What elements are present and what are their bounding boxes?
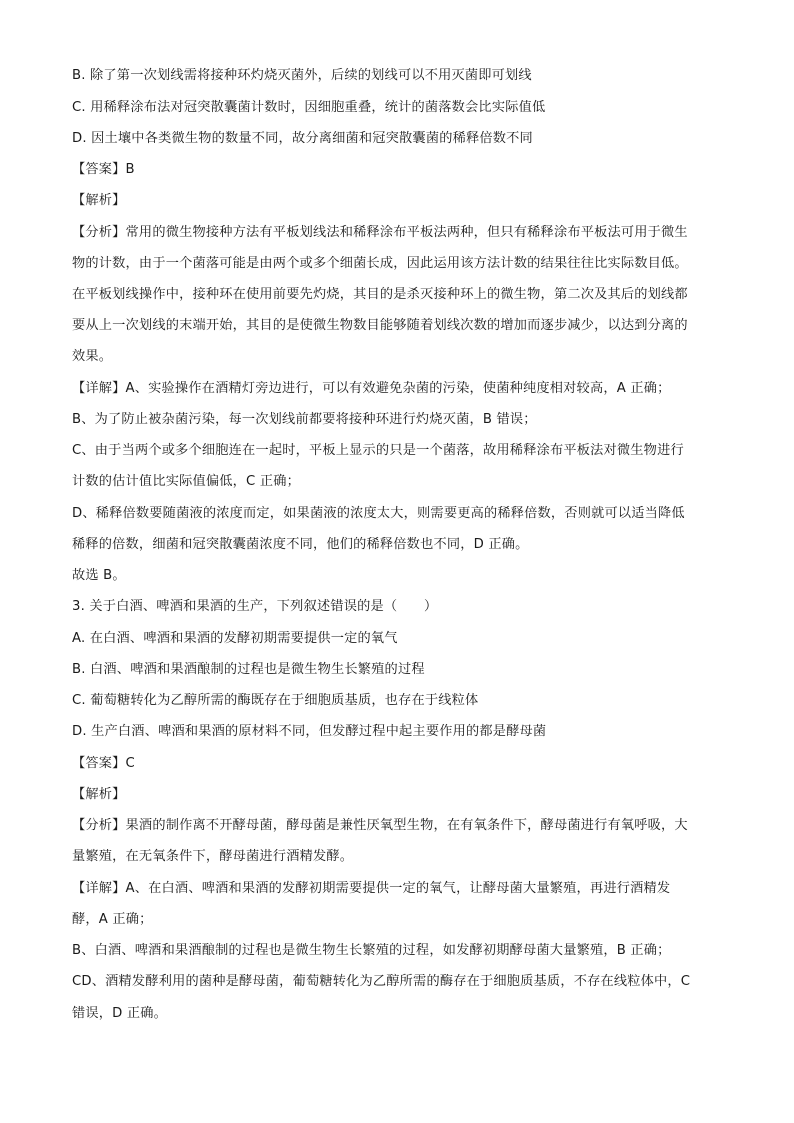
q3-answer: 【答案】C	[72, 756, 135, 771]
q3-option-d: D. 生产白酒、啤酒和果酒的原材料不同，但发酵过程中起主要作用的都是酵母菌	[72, 724, 547, 739]
q2-xiangjie-line: 计数的估计值比实际值偏低，C 正确；	[72, 474, 300, 489]
q3-option-b: B. 白酒、啤酒和果酒酿制的过程也是微生物生长繁殖的过程	[72, 662, 425, 677]
q2-fenxi-line: 效果。	[72, 349, 113, 364]
q2-analysis-heading: 【解析】	[72, 193, 126, 208]
q3-stem: 3. 关于白酒、啤酒和果酒的生产，下列叙述错误的是（ ）	[72, 599, 438, 614]
q3-fenxi-line: 量繁殖，在无氧条件下，酵母菌进行酒精发酵。	[72, 849, 354, 864]
q3-analysis-heading: 【解析】	[72, 787, 126, 802]
q2-fenxi-line: 物的计数，由于一个菌落可能是由两个或多个细菌长成，因此运用该方法计数的结果往往比实际数目低。	[72, 256, 688, 271]
q2-xiangjie-line: B、为了防止被杂菌污染，每一次划线前都要将接种环进行灼烧灭菌，B 错误；	[72, 412, 537, 427]
q2-answer: 【答案】B	[72, 162, 135, 177]
q2-conclusion: 故选 B。	[72, 568, 126, 583]
q2-xiangjie-line: 【详解】A、实验操作在酒精灯旁边进行，可以有效避免杂菌的污染，使菌种纯度相对较高，A 正确；	[72, 381, 671, 396]
q2-fenxi-line: 在平板划线操作中，接种环在使用前要先灼烧，其目的是杀灭接种环上的微生物，第二次及其后的划线都	[72, 287, 688, 302]
q2-option-d: D. 因土壤中各类微生物的数量不同，故分离细菌和冠突散囊菌的稀释倍数不同	[72, 131, 533, 146]
q3-option-a: A. 在白酒、啤酒和果酒的发酵初期需要提供一定的氧气	[72, 631, 398, 646]
q2-xiangjie-line: C、由于当两个或多个细胞连在一起时，平板上显示的只是一个菌落，故用稀释涂布平板法对微生物进行	[72, 443, 684, 458]
q2-xiangjie-line: 稀释的倍数，细菌和冠突散囊菌浓度不同，他们的稀释倍数也不同，D 正确。	[72, 537, 529, 552]
q3-xiangjie-line: 【详解】A、在白酒、啤酒和果酒的发酵初期需要提供一定的氧气，让酵母菌大量繁殖，再进行酒精发	[72, 881, 671, 896]
q2-xiangjie-line: D、稀释倍数要随菌液的浓度而定，如果菌液的浓度太大，则需要更高的稀释倍数，否则就可以适当降低	[72, 506, 685, 521]
q2-fenxi-line: 【分析】常用的微生物接种方法有平板划线法和稀释涂布平板法两种，但只有稀释涂布平板法可用于微生	[72, 225, 688, 240]
q2-option-c: C. 用稀释涂布法对冠突散囊菌计数时，因细胞重叠，统计的菌落数会比实际值低	[72, 100, 546, 115]
q3-xiangjie-line: B、白酒、啤酒和果酒酿制的过程也是微生物生长繁殖的过程，如发酵初期酵母菌大量繁殖，B 正确；	[72, 943, 671, 958]
q2-fenxi-line: 要从上一次划线的末端开始，其目的是使微生物数目能够随着划线次数的增加而逐步减少，以达到分离的	[72, 318, 688, 333]
q3-option-c: C. 葡萄糖转化为乙醇所需的酶既存在于细胞质基质，也存在于线粒体	[72, 693, 479, 708]
q2-option-b: B. 除了第一次划线需将接种环灼烧灭菌外，后续的划线可以不用灭菌即可划线	[72, 68, 532, 83]
q3-xiangjie-line: CD、酒精发酵利用的菌种是酵母菌，葡萄糖转化为乙醇所需的酶存在于细胞质基质，不存在线粒体中，C	[72, 974, 691, 989]
q3-xiangjie-line: 错误，D 正确。	[72, 1006, 168, 1021]
q3-fenxi-line: 【分析】果酒的制作离不开酵母菌，酵母菌是兼性厌氧型生物，在有氧条件下，酵母菌进行有氧呼吸，大	[72, 818, 688, 833]
q3-xiangjie-line: 酵，A 正确；	[72, 912, 153, 927]
